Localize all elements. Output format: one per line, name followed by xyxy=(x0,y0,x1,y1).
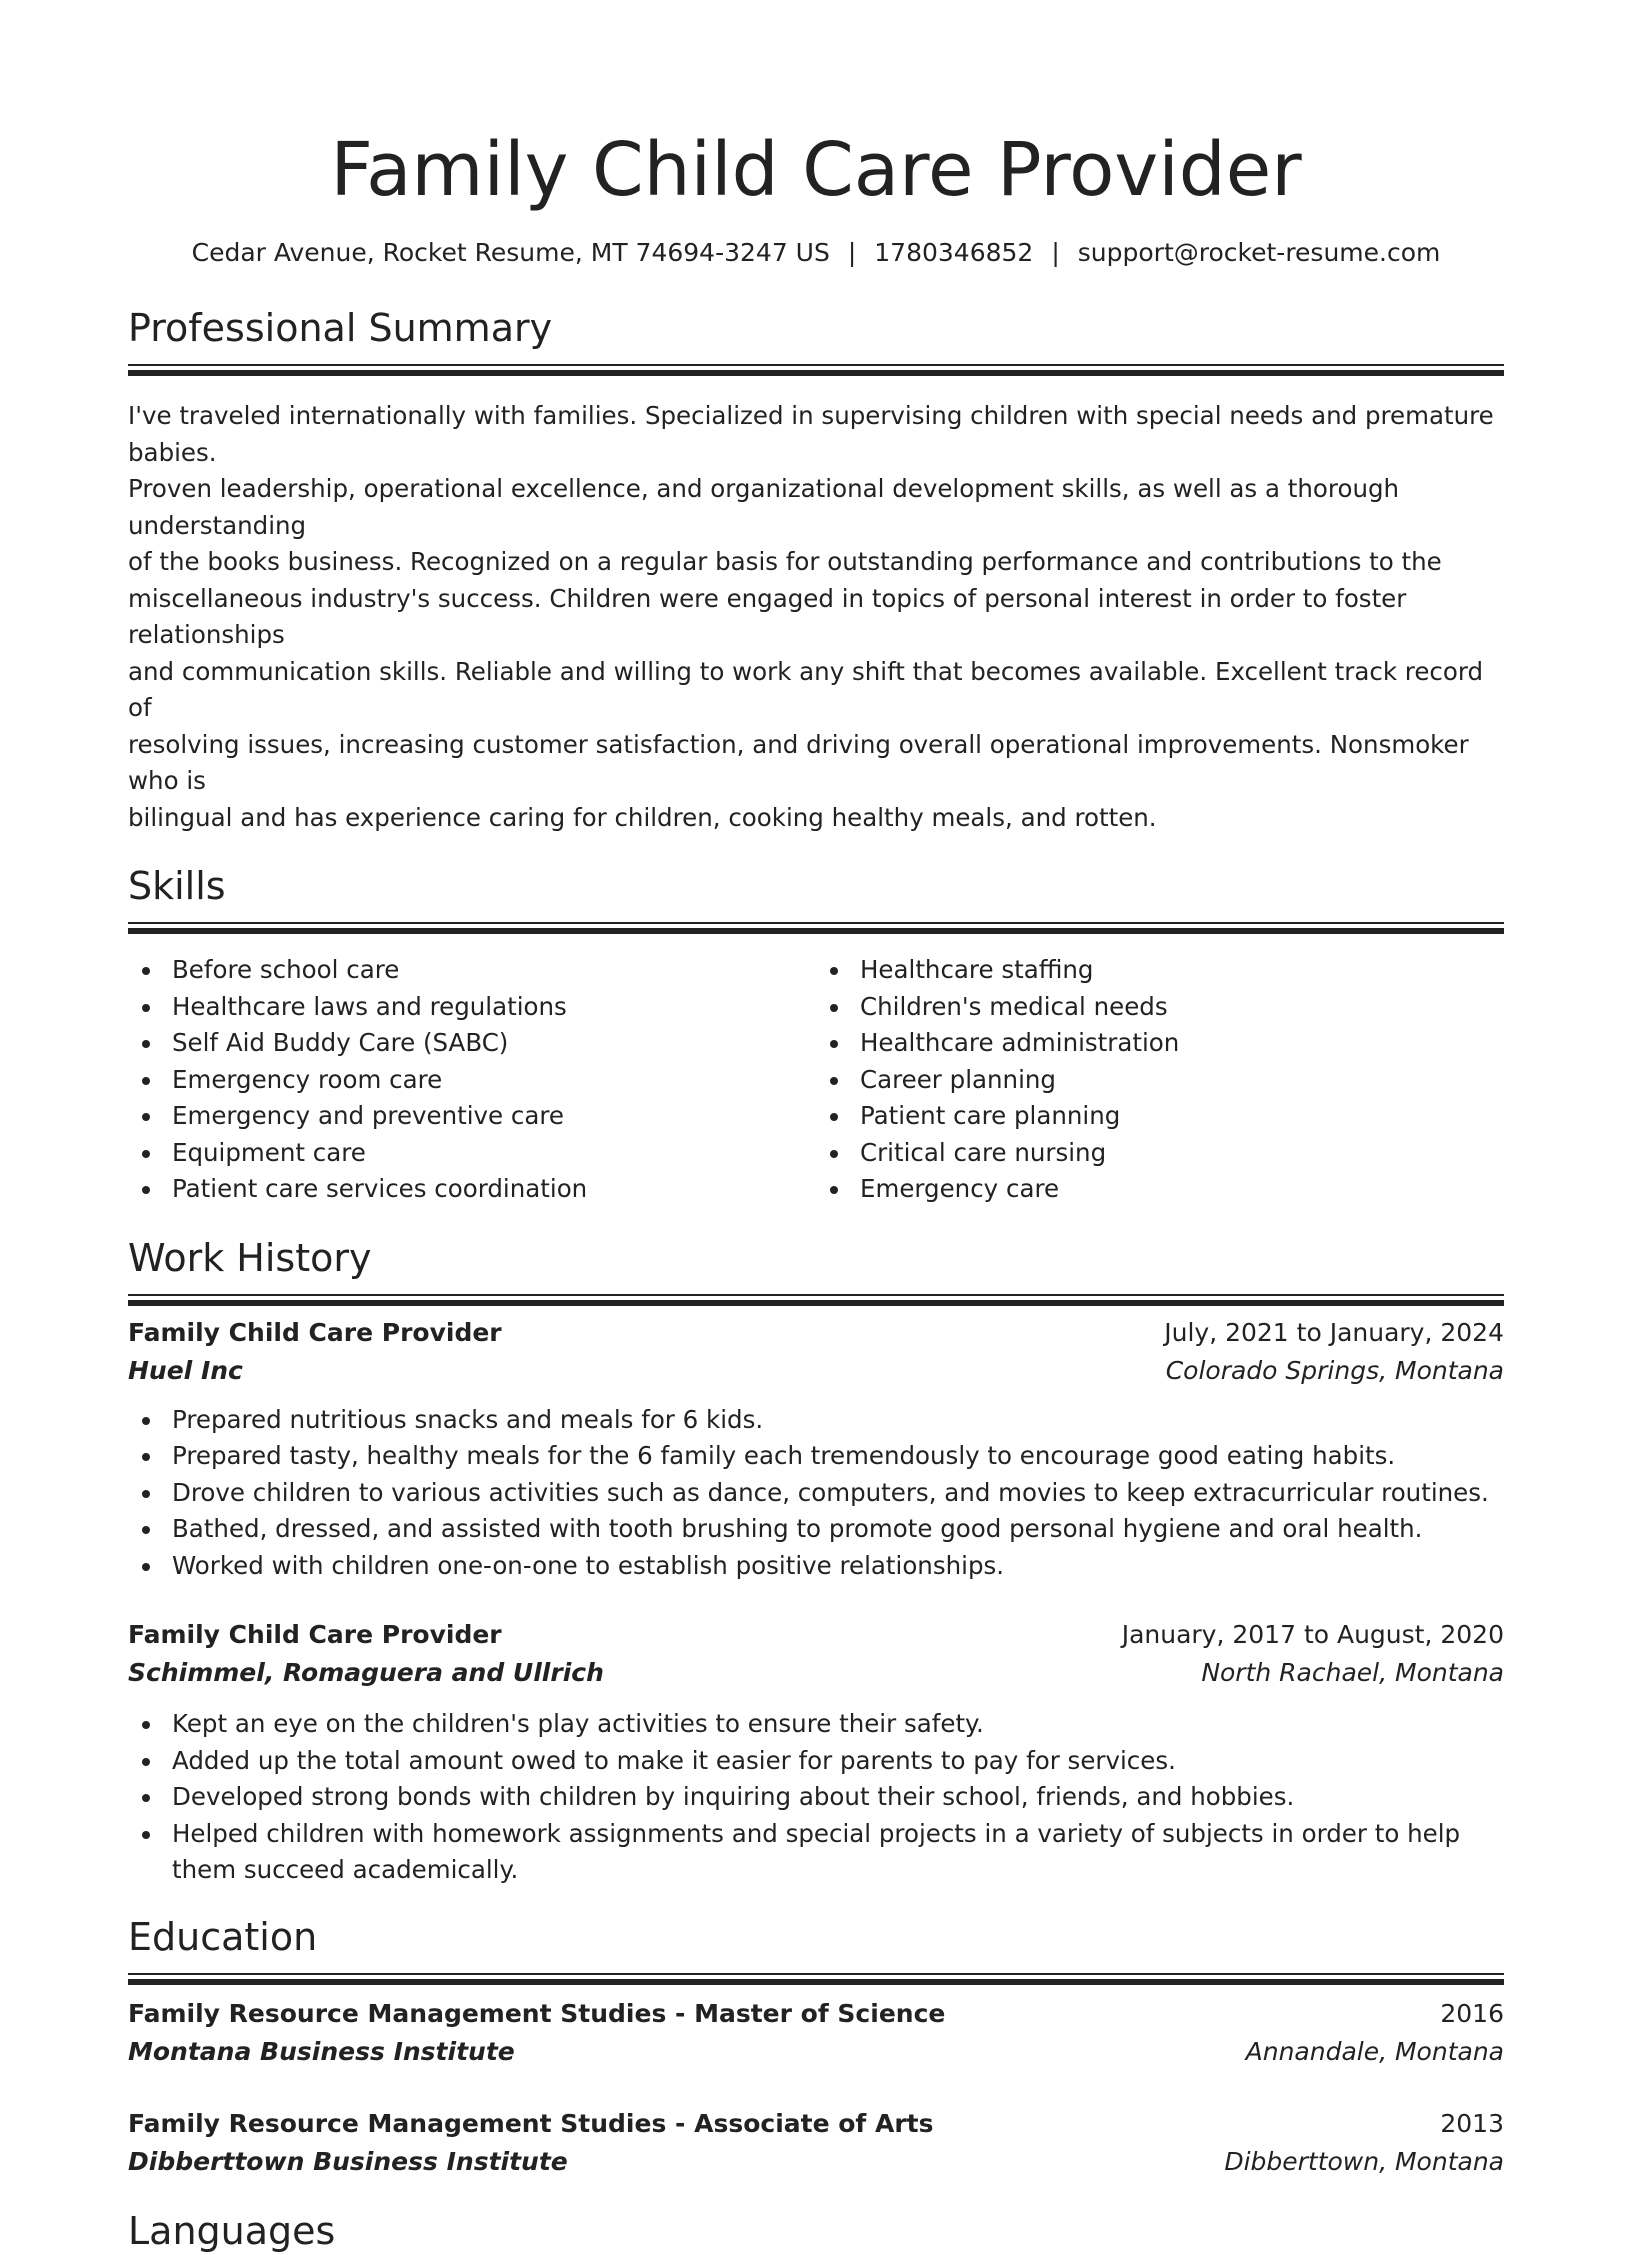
resume-title: Family Child Care Provider xyxy=(330,127,1302,213)
contact-email: support@rocket-resume.com xyxy=(1077,238,1441,267)
skill-item: Before school care xyxy=(172,952,816,989)
job-bullet: Drove children to various activities such as dance, computers, and movies to keep extracurricular routines. xyxy=(172,1475,1504,1512)
section-heading-summary: Professional Summary xyxy=(128,306,553,350)
skill-item: Healthcare administration xyxy=(860,1025,1504,1062)
contact-separator: | xyxy=(847,238,857,267)
education-school-row xyxy=(128,2143,1504,2181)
education-degree: Family Resource Management Studies - Master of Science xyxy=(128,1998,946,2028)
summary-text xyxy=(128,398,1504,836)
summary-line: I've traveled internationally with families. Specialized in supervising children with special needs and premature babies. xyxy=(128,401,1494,467)
skill-item: Emergency and preventive care xyxy=(172,1098,816,1135)
section-divider xyxy=(128,364,1504,366)
skill-item: Emergency room care xyxy=(172,1062,816,1099)
education-location: Annandale, Montana xyxy=(1245,2036,1504,2066)
skills-list-right xyxy=(816,952,1504,1208)
skill-item: Equipment care xyxy=(172,1135,816,1172)
education-location: Dibberttown, Montana xyxy=(1224,2146,1504,2176)
skill-item: Children's medical needs xyxy=(860,989,1504,1026)
job-bullet: Prepared nutritious snacks and meals for 6 kids. xyxy=(172,1402,1504,1439)
skill-item: Healthcare staffing xyxy=(860,952,1504,989)
job-bullets xyxy=(128,1706,1504,1889)
job-bullet: Helped children with homework assignments and special projects in a variety of subjects in order to help them succeed academically. xyxy=(172,1816,1504,1889)
section-divider xyxy=(128,1294,1504,1296)
summary-line: bilingual and has experience caring for children, cooking healthy meals, and rotten. xyxy=(128,802,1157,832)
job-company-row xyxy=(128,1352,1504,1390)
education-header-row xyxy=(128,1995,1504,2033)
skill-item: Emergency care xyxy=(860,1171,1504,1208)
contact-separator: | xyxy=(1051,238,1060,267)
job-entry xyxy=(128,1314,1504,1585)
languages-section xyxy=(128,2207,1504,2255)
job-bullet: Worked with children one-on-one to establish positive relationships. xyxy=(172,1548,1504,1585)
job-company: Schimmel, Romaguera and Ullrich xyxy=(128,1658,604,1687)
education-year: 2016 xyxy=(1440,1998,1504,2028)
job-dates: January, 2017 to August, 2020 xyxy=(1121,1620,1504,1649)
section-divider xyxy=(128,1973,1504,1975)
skill-item: Career planning xyxy=(860,1062,1504,1099)
education-school: Dibberttown Business Institute xyxy=(128,2146,568,2176)
skill-item: Healthcare laws and regulations xyxy=(172,989,816,1026)
education-header-row xyxy=(128,2105,1504,2143)
section-heading-education: Education xyxy=(128,1914,318,1959)
education-entry xyxy=(128,2105,1504,2181)
contact-line xyxy=(128,236,1504,270)
job-company: Huel Inc xyxy=(128,1355,243,1385)
section-heading-skills: Skills xyxy=(128,864,226,908)
section-heading-work-history: Work History xyxy=(128,1235,372,1280)
job-bullets xyxy=(128,1402,1504,1585)
contact-phone: 1780346852 xyxy=(874,238,1034,267)
education-degree: Family Resource Management Studies - Associate of Arts xyxy=(128,2108,934,2138)
skill-item: Self Aid Buddy Care (SABC) xyxy=(172,1025,816,1062)
skills-section xyxy=(128,862,1504,1208)
job-entry xyxy=(128,1616,1504,1889)
job-title: Family Child Care Provider xyxy=(128,1620,502,1649)
skills-list-left xyxy=(128,952,816,1208)
contact-address: Cedar Avenue, Rocket Resume, MT 74694-3247 US xyxy=(191,238,830,267)
skill-item: Critical care nursing xyxy=(860,1135,1504,1172)
job-bullet: Added up the total amount owed to make it easier for parents to pay for services. xyxy=(172,1743,1504,1780)
job-company-row xyxy=(128,1654,1504,1692)
education-school: Montana Business Institute xyxy=(128,2036,515,2066)
job-bullet: Kept an eye on the children's play activities to ensure their safety. xyxy=(172,1706,1504,1743)
skill-item: Patient care services coordination xyxy=(172,1171,816,1208)
work-history-section xyxy=(128,1234,1504,1889)
education-year: 2013 xyxy=(1440,2108,1504,2138)
summary-section xyxy=(128,304,1504,836)
section-divider xyxy=(128,922,1504,924)
summary-line: and communication skills. Reliable and willing to work any shift that becomes available. Excellent track record of xyxy=(128,656,1484,722)
summary-line: resolving issues, increasing customer satisfaction, and driving overall operational improvements. Nonsmoker who is xyxy=(128,729,1469,795)
job-title: Family Child Care Provider xyxy=(128,1317,502,1347)
summary-line: miscellaneous industry's success. Children were engaged in topics of personal interest in order to foster relationships xyxy=(128,583,1407,649)
job-bullet: Bathed, dressed, and assisted with tooth brushing to promote good personal hygiene and oral health. xyxy=(172,1511,1504,1548)
education-school-row xyxy=(128,2033,1504,2071)
summary-line: Proven leadership, operational excellence, and organizational development skills, as well as a thorough understanding xyxy=(128,474,1400,540)
education-section xyxy=(128,1913,1504,2181)
job-bullet: Developed strong bonds with children by inquiring about their school, friends, and hobbies. xyxy=(172,1779,1504,1816)
section-heading-languages: Languages xyxy=(128,2208,336,2253)
skill-item: Patient care planning xyxy=(860,1098,1504,1135)
job-header-row xyxy=(128,1314,1504,1352)
job-dates: July, 2021 to January, 2024 xyxy=(1164,1317,1504,1347)
job-header-row xyxy=(128,1616,1504,1654)
job-bullet: Prepared tasty, healthy meals for the 6 family each tremendously to encourage good eating habits. xyxy=(172,1438,1504,1475)
job-location: North Rachael, Montana xyxy=(1201,1658,1504,1687)
education-entry xyxy=(128,1995,1504,2071)
job-location: Colorado Springs, Montana xyxy=(1165,1355,1504,1385)
summary-line: of the books business. Recognized on a regular basis for outstanding performance and contributions to the xyxy=(128,547,1442,576)
resume-page xyxy=(128,0,1504,2255)
skills-columns xyxy=(128,952,1504,1208)
